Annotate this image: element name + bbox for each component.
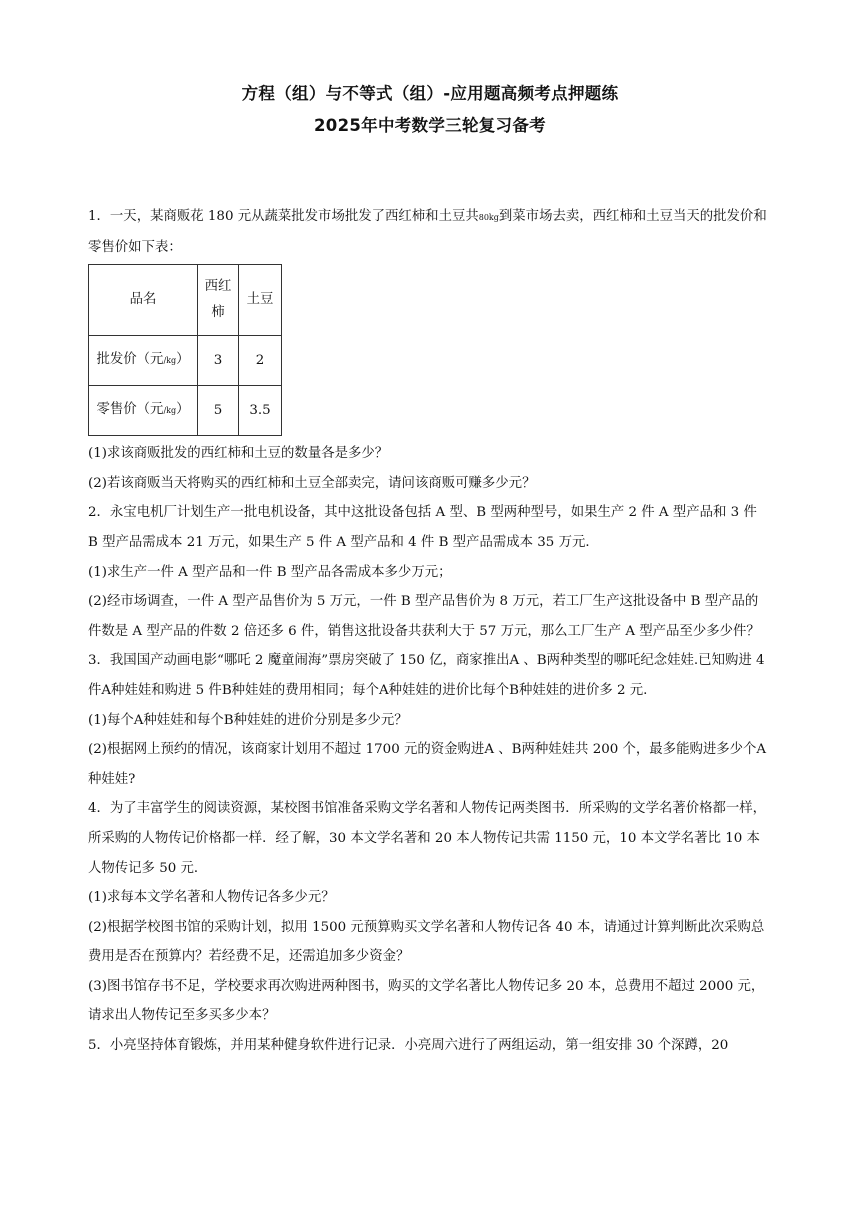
q4-part3: (3)图书馆存书不足，学校要求再次购进两种图书，购买的文学名著比人物传记多 20 本，总费用不超过 2000 元，请求出人物传记至多买多少本？ bbox=[88, 978, 765, 1024]
retail-tomato-cell: 5 bbox=[198, 386, 239, 436]
q2-stem: 2．永宝电机厂计划生产一批电机设备，其中这批设备包括 A 型、B 型两种型号，如果生产 2 件 A 型产品和 3 件 B 型产品需成本 21 万元，如果生产 5 件 A 型产品和 4 件 B 型产品需成本 35 万元． bbox=[88, 505, 757, 550]
table-row-retail bbox=[89, 386, 282, 436]
q3-stem: 3．我国国产动画电影“哪吒 2 魔童闹海”票房突破了 150 亿，商家推出A 、B两种类型的哪吒纪念娃娃.已知购进 4 件A种娃娃和购进 5 件B种娃娃的费用相同；每个A种娃娃的进价比每个B种娃娃的进价多 2 元. bbox=[88, 653, 765, 698]
q4-part1: (1)求每本文学名著和人物传记各多少元？ bbox=[88, 890, 335, 906]
page-subtitle: 2025年中考数学三轮复习备考 bbox=[314, 116, 546, 135]
q3-part2: (2)根据网上预约的情况，该商家计划用不超过 1700 元的资金购进A 、B两种娃娃共 200 个，最多能购进多少个A种娃娃? bbox=[88, 742, 767, 787]
header-name-cell: 品名 bbox=[89, 265, 198, 336]
question-list bbox=[88, 202, 770, 1061]
header-tomato-cell: 西红柿 bbox=[198, 265, 239, 336]
price-table bbox=[88, 264, 282, 436]
q5-stem: 5．小亮坚持体育锻炼，并用某种健身软件进行记录．小亮周六进行了两组运动，第一组安排 30 个深蹲，20 bbox=[88, 1038, 729, 1054]
retail-potato-cell: 3.5 bbox=[239, 386, 282, 436]
q1-stem: 1．一天，某商贩花 180 元从蔬菜批发市场批发了西红柿和土豆共80kg到菜市场去卖，西红柿和土豆当天的批发价和零售价如下表： bbox=[88, 209, 767, 255]
q4-part2: (2)根据学校图书馆的采购计划，拟用 1500 元预算购买文学名著和人物传记各 40 本，请通过计算判断此次采购总费用是否在预算内？若经费不足，还需追加多少资金？ bbox=[88, 919, 765, 965]
table-row-wholesale bbox=[89, 336, 282, 386]
q1-part1: (1)求该商贩批发的西红柿和土豆的数量各是多少？ bbox=[88, 446, 389, 462]
wholesale-label-cell: 批发价（元/kg） bbox=[89, 336, 198, 386]
wholesale-potato-cell: 2 bbox=[239, 336, 282, 386]
header-potato-cell: 土豆 bbox=[239, 265, 282, 336]
q3-part1: (1)每个A种娃娃和每个B种娃娃的进价分别是多少元？ bbox=[88, 712, 408, 728]
q2-part1: (1)求生产一件 A 型产品和一件 B 型产品各需成本多少万元； bbox=[88, 564, 452, 580]
wholesale-tomato-cell: 3 bbox=[198, 336, 239, 386]
q4-stem: 4．为了丰富学生的阅读资源，某校图书馆准备采购文学名著和人物传记两类图书．所采购的文学名著价格都一样，所采购的人物传记价格都一样．经了解，30 本文学名著和 20 本人物传记共需 1150 元，10 本文学名著比 10 本人物传记多 50 元． bbox=[88, 801, 767, 876]
table-header-row bbox=[89, 265, 282, 336]
q1-unit: 80kg bbox=[478, 213, 499, 222]
q2-part2: (2)经市场调查，一件 A 型产品售价为 5 万元，一件 B 型产品售价为 8 万元，若工厂生产这批设备中 B 型产品的件数是 A 型产品的件数 2 倍还多 6 件，销售这批设备共获利大于 57 万元，那么工厂生产 A 型产品至少多少件？ bbox=[88, 594, 760, 639]
retail-label-cell: 零售价（元/kg） bbox=[89, 386, 198, 436]
page-title: 方程（组）与不等式（组）-应用题高频考点押题练 bbox=[241, 84, 619, 103]
q1-part2: (2)若该商贩当天将购买的西红柿和土豆全部卖完，请问该商贩可赚多少元？ bbox=[88, 475, 536, 491]
